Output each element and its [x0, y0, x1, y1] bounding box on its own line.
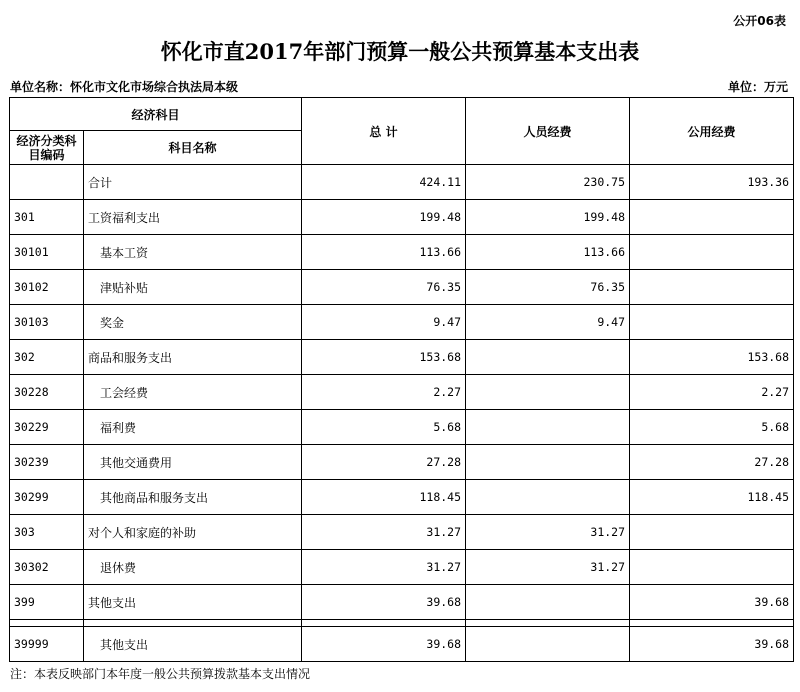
- name-cell: 对个人和家庭的补助: [84, 515, 302, 550]
- header-name: 科目名称: [84, 131, 302, 165]
- personnel-cell: 113.66: [466, 235, 630, 270]
- table-row: [10, 200, 794, 235]
- total-cell: 39.68: [302, 627, 466, 662]
- name-cell: 其他支出: [84, 585, 302, 620]
- personnel-cell: [466, 445, 630, 480]
- code-cell: 30228: [10, 375, 84, 410]
- gap-cell: [84, 620, 302, 627]
- public-cell: 2.27: [630, 375, 794, 410]
- header-total: 总 计: [302, 98, 466, 165]
- public-cell: 193.36: [630, 165, 794, 200]
- code-cell: 30101: [10, 235, 84, 270]
- table-row: [10, 340, 794, 375]
- gap-cell: [10, 620, 84, 627]
- code-cell: 30103: [10, 305, 84, 340]
- name-cell: 退休费: [84, 550, 302, 585]
- gap-cell: [302, 620, 466, 627]
- personnel-cell: 230.75: [466, 165, 630, 200]
- page-title: 怀化市直2017年部门预算一般公共预算基本支出表: [160, 39, 640, 64]
- table-row: [10, 445, 794, 480]
- table-row: [10, 515, 794, 550]
- code-cell: 301: [10, 200, 84, 235]
- name-cell: 基本工资: [84, 235, 302, 270]
- total-cell: 118.45: [302, 480, 466, 515]
- name-cell: 奖金: [84, 305, 302, 340]
- row-gap: [10, 620, 794, 627]
- personnel-cell: [466, 375, 630, 410]
- code-cell: 39999: [10, 627, 84, 662]
- code-cell: 30102: [10, 270, 84, 305]
- personnel-cell: 31.27: [466, 550, 630, 585]
- total-cell: 76.35: [302, 270, 466, 305]
- unit-label: 单位：万元: [727, 80, 788, 94]
- form-code: 公开06表: [733, 14, 786, 28]
- total-cell: 2.27: [302, 375, 466, 410]
- total-cell: 39.68: [302, 585, 466, 620]
- name-cell: 津贴补贴: [84, 270, 302, 305]
- total-cell: 153.68: [302, 340, 466, 375]
- budget-table: [9, 97, 794, 662]
- total-cell: 27.28: [302, 445, 466, 480]
- personnel-cell: 9.47: [466, 305, 630, 340]
- public-cell: [630, 550, 794, 585]
- name-cell: 工会经费: [84, 375, 302, 410]
- table-row: [10, 305, 794, 340]
- personnel-cell: [466, 627, 630, 662]
- public-cell: 153.68: [630, 340, 794, 375]
- gap-cell: [630, 620, 794, 627]
- code-cell: 30299: [10, 480, 84, 515]
- table-row: [10, 410, 794, 445]
- header-econ-subject: 经济科目: [10, 98, 302, 131]
- total-cell: 31.27: [302, 550, 466, 585]
- table-row: [10, 480, 794, 515]
- code-cell: 302: [10, 340, 84, 375]
- unit-name: 单位名称：怀化市文化市场综合执法局本级: [10, 80, 239, 94]
- table-row: [10, 375, 794, 410]
- personnel-cell: 76.35: [466, 270, 630, 305]
- code-cell: 30229: [10, 410, 84, 445]
- public-cell: [630, 235, 794, 270]
- public-cell: 27.28: [630, 445, 794, 480]
- total-cell: 424.11: [302, 165, 466, 200]
- name-cell: 其他支出: [84, 627, 302, 662]
- personnel-cell: [466, 340, 630, 375]
- table-row: [10, 627, 794, 662]
- public-cell: [630, 270, 794, 305]
- name-cell: 其他交通费用: [84, 445, 302, 480]
- footnote: 注：本表反映部门本年度一般公共预算拨款基本支出情况: [10, 667, 311, 681]
- code-cell: 399: [10, 585, 84, 620]
- personnel-cell: [466, 480, 630, 515]
- public-cell: 39.68: [630, 585, 794, 620]
- table-row: [10, 270, 794, 305]
- personnel-cell: 31.27: [466, 515, 630, 550]
- name-cell: 工资福利支出: [84, 200, 302, 235]
- public-cell: 118.45: [630, 480, 794, 515]
- total-cell: 31.27: [302, 515, 466, 550]
- code-cell: [10, 165, 84, 200]
- public-cell: [630, 515, 794, 550]
- total-cell: 113.66: [302, 235, 466, 270]
- total-cell: 5.68: [302, 410, 466, 445]
- code-cell: 30302: [10, 550, 84, 585]
- name-cell: 商品和服务支出: [84, 340, 302, 375]
- total-cell: 199.48: [302, 200, 466, 235]
- personnel-cell: [466, 410, 630, 445]
- personnel-cell: 199.48: [466, 200, 630, 235]
- total-cell: 9.47: [302, 305, 466, 340]
- code-cell: 303: [10, 515, 84, 550]
- personnel-cell: [466, 585, 630, 620]
- table-row: [10, 165, 794, 200]
- gap-cell: [466, 620, 630, 627]
- public-cell: 5.68: [630, 410, 794, 445]
- table-row: [10, 550, 794, 585]
- table-row: [10, 235, 794, 270]
- header-code: 经济分类科目编码: [10, 131, 84, 165]
- public-cell: 39.68: [630, 627, 794, 662]
- public-cell: [630, 200, 794, 235]
- name-cell: 合计: [84, 165, 302, 200]
- header-personnel: 人员经费: [466, 98, 630, 165]
- header-public: 公用经费: [630, 98, 794, 165]
- name-cell: 福利费: [84, 410, 302, 445]
- name-cell: 其他商品和服务支出: [84, 480, 302, 515]
- table-row: [10, 585, 794, 620]
- public-cell: [630, 305, 794, 340]
- code-cell: 30239: [10, 445, 84, 480]
